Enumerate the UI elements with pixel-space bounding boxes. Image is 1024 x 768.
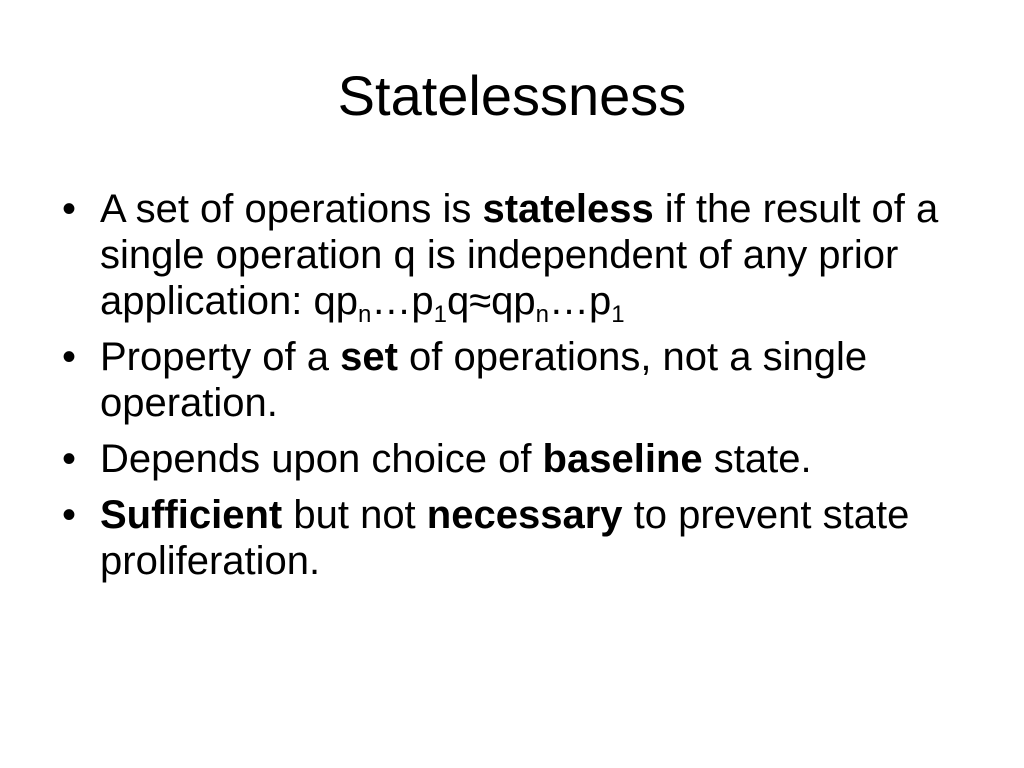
slide-title: Statelessness <box>337 64 687 127</box>
formula-subscript: n <box>535 301 550 328</box>
bullet-text: if the result of a single operation q is independent of any prior application: <box>100 187 939 323</box>
bullet-text: state. <box>702 437 812 481</box>
bullet-text: but not <box>282 493 427 537</box>
bullet-text: of operations, not a single operation. <box>100 335 868 425</box>
formula <box>313 279 625 328</box>
bold-term: stateless <box>482 187 654 231</box>
bullet-icon: • <box>62 335 77 379</box>
bold-term: Sufficient <box>100 493 283 537</box>
bullet-property-of-set <box>62 334 942 426</box>
formula-part: …p <box>371 279 434 323</box>
bold-term: necessary <box>426 493 623 537</box>
bullet-text: to prevent state proliferation. <box>100 493 910 583</box>
bullet-icon: • <box>62 493 77 537</box>
bullet-list <box>62 186 942 594</box>
formula-part: q≈qp <box>446 279 536 323</box>
formula-part: qp <box>313 279 358 323</box>
bold-term: set <box>340 335 398 379</box>
bullet-stateless-definition <box>62 186 942 328</box>
bullet-text: Depends upon choice of <box>100 437 543 481</box>
formula-part: …p <box>549 279 612 323</box>
formula-subscript: n <box>357 301 372 328</box>
formula-subscript: 1 <box>433 301 447 328</box>
bullet-icon: • <box>62 187 77 231</box>
bullet-text: A set of operations is <box>100 187 483 231</box>
bullet-icon: • <box>62 437 77 481</box>
bold-term: baseline <box>542 437 703 481</box>
bullet-sufficient <box>62 492 942 584</box>
bullet-baseline <box>62 436 942 482</box>
formula-subscript: 1 <box>611 301 625 328</box>
bullet-text: Property of a <box>100 335 341 379</box>
